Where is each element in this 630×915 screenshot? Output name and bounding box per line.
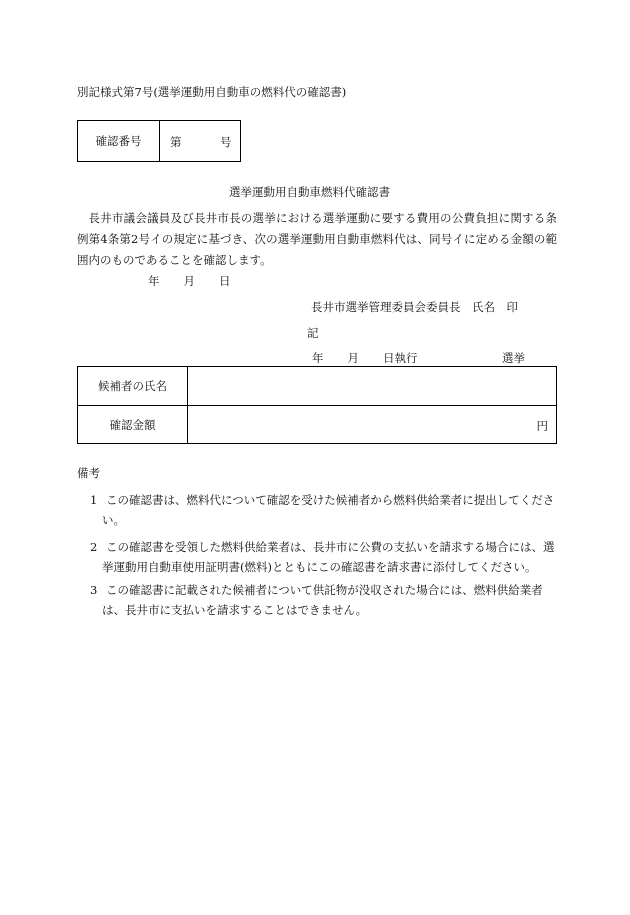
yen-unit: 円 [536,419,548,433]
confirmation-number-suffix: 号 [220,135,232,149]
confirmation-table [77,366,557,444]
remarks-heading: 備考 [77,466,100,480]
document-title: 選挙運動用自動車燃料代確認書 [229,185,390,199]
date-line [148,273,231,289]
ki-marker: 記 [307,326,319,340]
note-number: 1 [90,493,98,507]
note-number: 3 [90,583,98,597]
confirmation-number-box [77,120,241,162]
date-day: 日 [219,274,231,288]
note-text: この確認書を受領した燃料供給業者は、長井市に公費の支払いを請求する場合には、選挙運動用自動車使用証明書(燃料)とともにこの確認書を請求書に添付してください。 [102,540,555,574]
election-date-line [312,350,418,366]
election-month: 月 [347,351,359,365]
confirmation-number-label: 確認番号 [78,121,160,161]
date-year: 年 [148,274,160,288]
form-title: 別記様式第7号(選挙運動用自動車の燃料代の確認書) [77,85,347,99]
date-month: 月 [183,274,195,288]
confirmation-number-prefix: 第 [170,135,182,149]
note-text: この確認書に記載された候補者について供託物が没収された場合には、燃料供給業者は、長井市に支払いを請求することはできません。 [102,583,543,617]
note-number: 2 [90,540,98,554]
confirmed-amount-label: 確認金額 [78,406,188,444]
note-item [82,537,557,577]
amount-row [78,406,556,444]
note-item [82,490,557,530]
election-year: 年 [312,351,324,365]
note-item [82,580,557,620]
note-text: この確認書は、燃料代について確認を受けた候補者から燃料供給業者に提出してください。 [102,493,555,527]
body-paragraph: 長井市議会議員及び長井市長の選挙における選挙運動に要する費用の公費負担に関する条例第4条第2号イの規定に基づき、次の選挙運動用自動車燃料代は、同号イに定める金額の範囲内のものであることを確認します。 [77,211,557,267]
candidate-name-label: 候補者の氏名 [78,367,188,405]
signature-line: 長井市選挙管理委員会委員長 氏名 印 [311,300,518,314]
candidate-row [78,367,556,406]
election-kind: 選挙 [502,351,525,365]
election-day-held: 日執行 [383,351,418,365]
body-paragraph-block [77,208,557,271]
